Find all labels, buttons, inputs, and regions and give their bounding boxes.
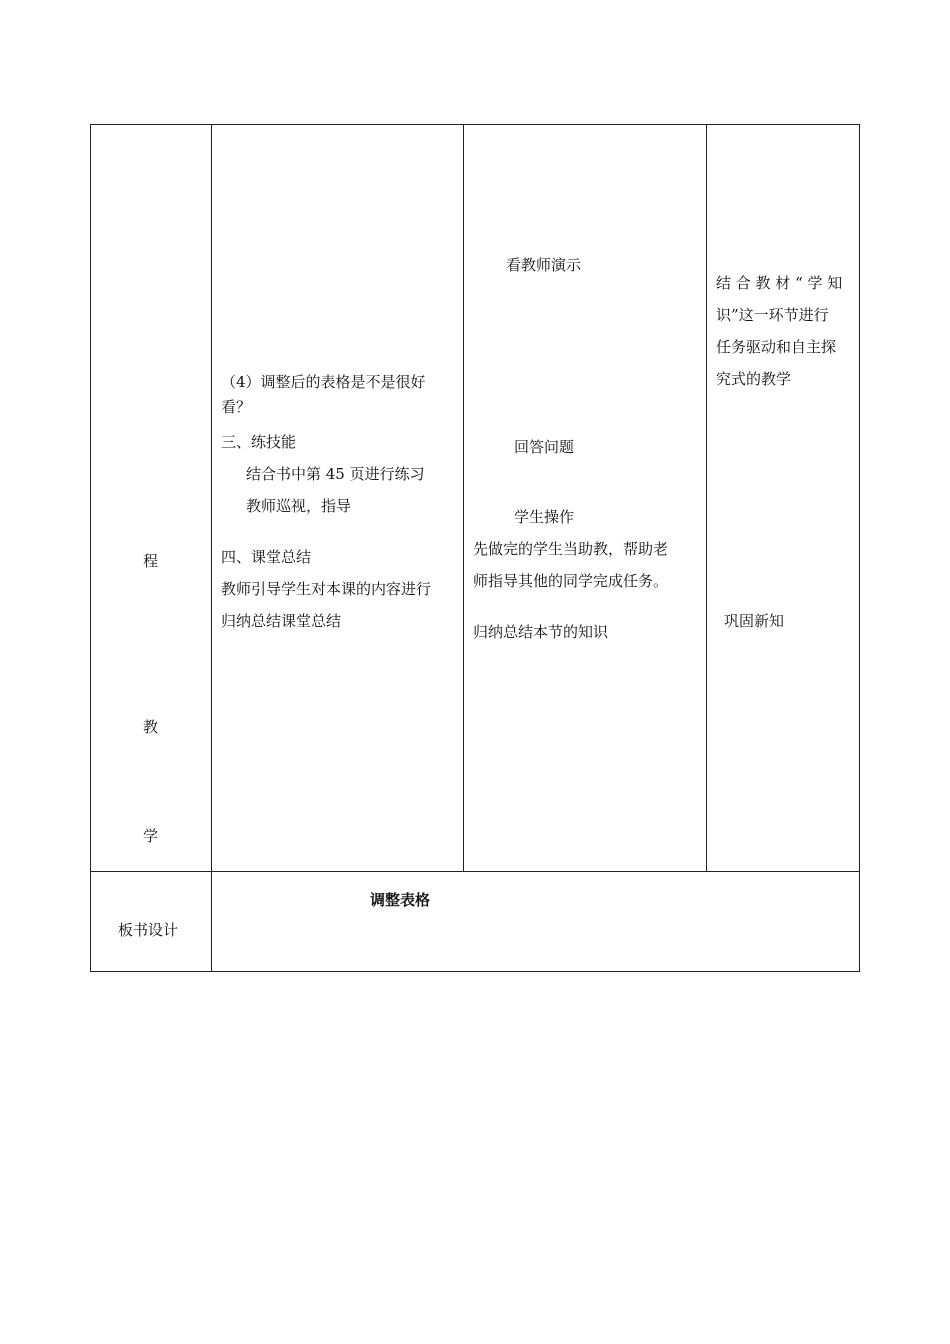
process-label-char-2: 教 xyxy=(143,718,159,736)
intent-line-4: 究式的教学 xyxy=(716,370,792,388)
column-divider-2 xyxy=(463,124,464,871)
student-helper-line-2: 师指导其他的同学完成任务。 xyxy=(473,572,669,590)
column-divider-1 xyxy=(211,124,212,972)
section-summary-title: 四、课堂总结 xyxy=(221,548,312,566)
intent-line-3: 任务驱动和自主探 xyxy=(716,338,837,356)
practice-item-2: 教师巡视，指导 xyxy=(246,497,352,515)
student-answer: 回答问题 xyxy=(514,438,575,456)
intent-line-2: 识”这一环节进行 xyxy=(716,306,829,324)
teacher-q4-line1: （4）调整后的表格是不是很好 xyxy=(221,373,426,391)
summary-line-2: 归纳总结课堂总结 xyxy=(221,612,342,630)
board-design-label: 板书设计 xyxy=(118,921,179,939)
student-operate: 学生操作 xyxy=(514,508,575,526)
intent-consolidate: 巩固新知 xyxy=(724,612,785,630)
intent-line-1: 结 合 教 材 “ 学 知 xyxy=(716,274,843,292)
column-divider-3 xyxy=(706,124,707,871)
student-helper-line-1: 先做完的学生当助教，帮助老 xyxy=(473,540,669,558)
student-watch-demo: 看教师演示 xyxy=(506,256,582,274)
board-title: 调整表格 xyxy=(370,891,431,909)
process-label-char-3: 学 xyxy=(143,827,159,845)
teacher-q4-line2: 看？ xyxy=(221,398,252,416)
row-divider xyxy=(90,871,860,872)
process-label-char-1: 程 xyxy=(143,552,159,570)
summary-line-1: 教师引导学生对本课的内容进行 xyxy=(221,580,432,598)
student-summary: 归纳总结本节的知识 xyxy=(473,623,609,641)
practice-item-1: 结合书中第 45 页进行练习 xyxy=(246,465,425,483)
section-practice-title: 三、练技能 xyxy=(221,433,297,451)
